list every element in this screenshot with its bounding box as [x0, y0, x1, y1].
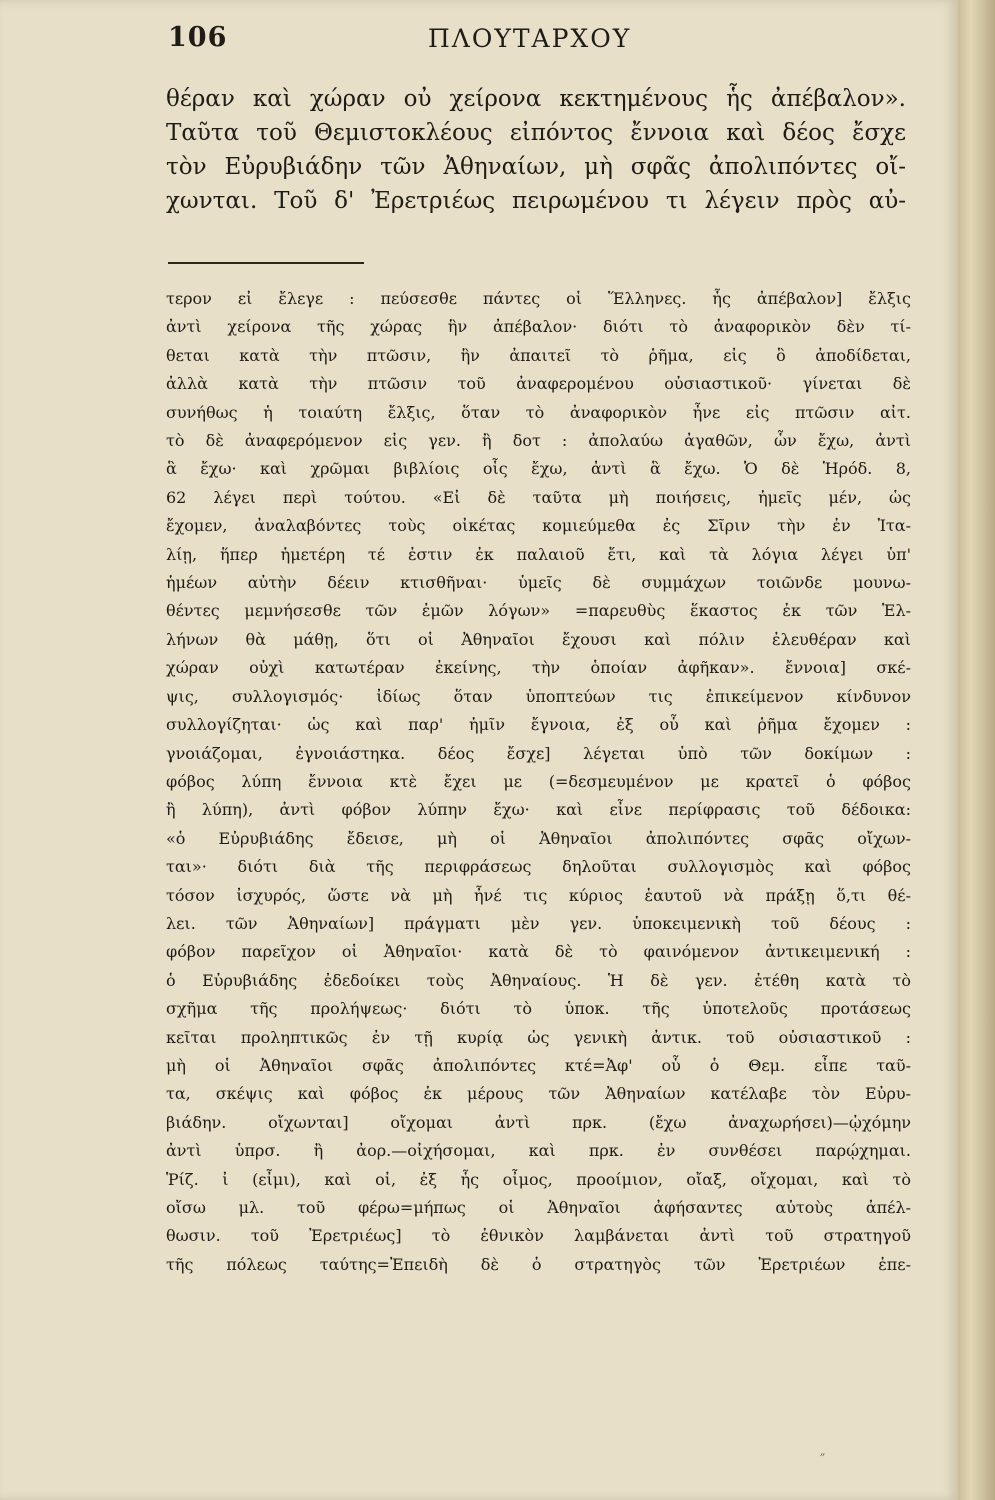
running-title: ΠΛΟΥΤΑΡΧΟΥ [428, 24, 632, 53]
note-line: Ῥίζ. ἰ (εἶμι), καὶ οἰ, ἐξ ἧς οἶμος, προοίμιον, οἴαξ, οἴχομαι, καὶ τὸ [166, 1169, 911, 1189]
main-text [166, 82, 906, 218]
note-line: τα, σκέψις καὶ φόβος ἐκ μέρους τῶν Ἀθηναίων κατέλαβε τὸν Εὐρυ- [166, 1084, 911, 1104]
page-header [168, 22, 868, 62]
page-edge [958, 0, 995, 1500]
text-line: χωνται. Τοῦ δ' Ἐρετριέως πειρωμένου τι λέγειν πρὸς αὐ- [166, 188, 906, 214]
note-line: ἃ ἔχω· καὶ χρῶμαι βιβλίοις οἷς ἔχω, ἀντὶ ἃ ἔχω. Ὁ δὲ Ἡρόδ. 8, [166, 459, 911, 479]
note-line: ἀντὶ ὑπρσ. ἢ ἀορ.—οἰχήσομαι, καὶ πρκ. ἐν συνθέσει παρῴχημαι. [166, 1141, 911, 1161]
note-line: ἔχομεν, ἀναλαβόντες τοὺς οἰκέτας κομιεύμεθα ἐς Σῖριν τὴν ἐν Ἰτα- [166, 516, 911, 536]
note-line: ται»· διότι διὰ τῆς περιφράσεως δηλοῦται συλλογισμὸς καὶ φόβος [166, 857, 911, 877]
note-line: σχῆμα τῆς προλήψεως· διότι τὸ ὑποκ. τῆς ὑποτελοῦς προτάσεως [166, 999, 911, 1019]
page-number: 106 [168, 22, 228, 53]
note-line: φόβος λύπη ἔννοια κτὲ ἔχει με (=δεσμευμένον με κρατεῖ ὁ φόβος [166, 771, 911, 791]
note-line: συνήθως ἡ τοιαύτη ἔλξις, ὅταν τὸ ἀναφορικὸν ἦνε εἰς πτῶσιν αἰτ. [166, 402, 911, 422]
commentary-notes [166, 285, 911, 1279]
note-line: τόσον ἰσχυρός, ὥστε νὰ μὴ ἦνέ τις κύριος ἑαυτοῦ νὰ πράξῃ ὅ,τι θέ- [166, 885, 911, 905]
note-line: μὴ οἱ Ἀθηναῖοι σφᾶς ἀπολιπόντες κτέ=Ἀφ' οὗ ὁ Θεμ. εἶπε ταῦ- [166, 1055, 911, 1075]
separator-rule [168, 262, 364, 264]
note-line: ἀλλὰ κατὰ τὴν πτῶσιν τοῦ ἀναφερομένου οὐσιαστικοῦ· γίνεται δὲ [166, 374, 911, 394]
note-line: ἢ λύπη), ἀντὶ φόβον λύπην ἔχω· καὶ εἶνε περίφρασις τοῦ δέδοικα: [166, 800, 911, 820]
note-line: θέντες μεμνήσεσθε τῶν ἐμῶν λόγων» =παρευθὺς ἕκαστος ἐκ τῶν Ἑλ- [166, 601, 911, 621]
note-line: βιάδην. οἴχωνται] οἴχομαι ἀντὶ πρκ. (ἔχω ἀναχωρήσει)—ᾠχόμην [166, 1112, 911, 1132]
note-line: φόβον παρεῖχον οἱ Ἀθηναῖοι· κατὰ δὲ τὸ φαινόμενον ἀντικειμενική : [166, 942, 911, 962]
note-line: ἡμέων αὐτὴν δέειν κτισθῆναι· ὑμεῖς δὲ συμμάχων τοιῶνδε μουνω- [166, 573, 911, 593]
note-line: ἀντὶ χείρονα τῆς χώρας ἣν ἀπέβαλον· διότι τὸ ἀναφορικὸν δὲν τί- [166, 317, 911, 337]
note-line: κεῖται προληπτικῶς ἐν τῇ κυρίᾳ ὡς γενικὴ ἀντικ. τοῦ οὐσιαστικοῦ : [166, 1027, 911, 1047]
text-line: τὸν Εὐρυβιάδην τῶν Ἀθηναίων, μὴ σφᾶς ἀπολιπόντες οἴ- [166, 154, 906, 180]
note-line: λει. τῶν Ἀθηναίων] πράγματι μὲν γεν. ὑποκειμενικὴ τοῦ δέους : [166, 913, 911, 933]
page-smudge: ″ [820, 1452, 826, 1468]
note-line: τῆς πόλεως ταύτης=Ἐπειδὴ δὲ ὁ στρατηγὸς τῶν Ἐρετριέων ἐπε- [166, 1254, 911, 1274]
note-line: «ὁ Εὐρυβιάδης ἔδεισε, μὴ οἱ Ἀθηναῖοι ἀπολιπόντες σφᾶς οἴχων- [166, 828, 911, 848]
note-line: χώραν οὐχὶ κατωτέραν ἐκείνης, τὴν ὁποίαν ἀφῆκαν». ἔννοια] σκέ- [166, 658, 911, 678]
text-line: Ταῦτα τοῦ Θεμιστοκλέους εἰπόντος ἔννοια καὶ δέος ἔσχε [166, 120, 906, 146]
note-line: θωσιν. τοῦ Ἐρετριέως] τὸ ἐθνικὸν λαμβάνεται ἀντὶ τοῦ στρατηγοῦ [166, 1226, 911, 1246]
note-line: 62 λέγει περὶ τούτου. «Εἰ δὲ ταῦτα μὴ ποιήσεις, ἡμεῖς μέν, ὡς [166, 487, 911, 507]
note-line: γνοιάζομαι, ἐγνοιάστηκα. δέος ἔσχε] λέγεται ὑπὸ τῶν δοκίμων : [166, 743, 911, 763]
note-line: ὁ Εὐρυβιάδης ἐδεδοίκει τοὺς Ἀθηναίους. Ἡ δὲ γεν. ἐτέθη κατὰ τὸ [166, 970, 911, 990]
note-line: οἴσω μλ. τοῦ φέρω=μήπως οἱ Ἀθηναῖοι ἀφήσαντες αὐτοὺς ἀπέλ- [166, 1198, 911, 1217]
note-line: τερον εἰ ἔλεγε : πεύσεσθε πάντες οἱ Ἕλληνες. ἧς ἀπέβαλον] ἔλξις [166, 289, 911, 308]
note-line: θεται κατὰ τὴν πτῶσιν, ἣν ἀπαιτεῖ τὸ ῥῆμα, εἰς ὃ ἀποδίδεται, [166, 345, 911, 365]
note-line: τὸ δὲ ἀναφερόμενον εἰς γεν. ἢ δοτ : ἀπολαύω ἀγαθῶν, ὧν ἔχω, ἀντὶ [166, 431, 911, 451]
note-line: ψις, συλλογισμός· ἰδίως ὅταν ὑποπτεύων τις ἐπικείμενον κίνδυνον [166, 686, 911, 706]
note-line: συλλογίζηται· ὡς καὶ παρ' ἡμῖν ἔγνοια, ἐξ οὗ καὶ ῥῆμα ἔχομεν : [166, 715, 911, 735]
note-line: λίῃ, ἥπερ ἡμετέρη τέ ἐστιν ἐκ παλαιοῦ ἔτι, καὶ τὰ λόγια λέγει ὑπ' [166, 544, 911, 564]
text-line: θέραν καὶ χώραν οὐ χείρονα κεκτημένους ἧς ἀπέβαλον». [166, 86, 906, 112]
note-line: λήνων θὰ μάθῃ, ὅτι οἱ Ἀθηναῖοι ἔχουσι καὶ πόλιν ἐλευθέραν καὶ [166, 629, 911, 649]
